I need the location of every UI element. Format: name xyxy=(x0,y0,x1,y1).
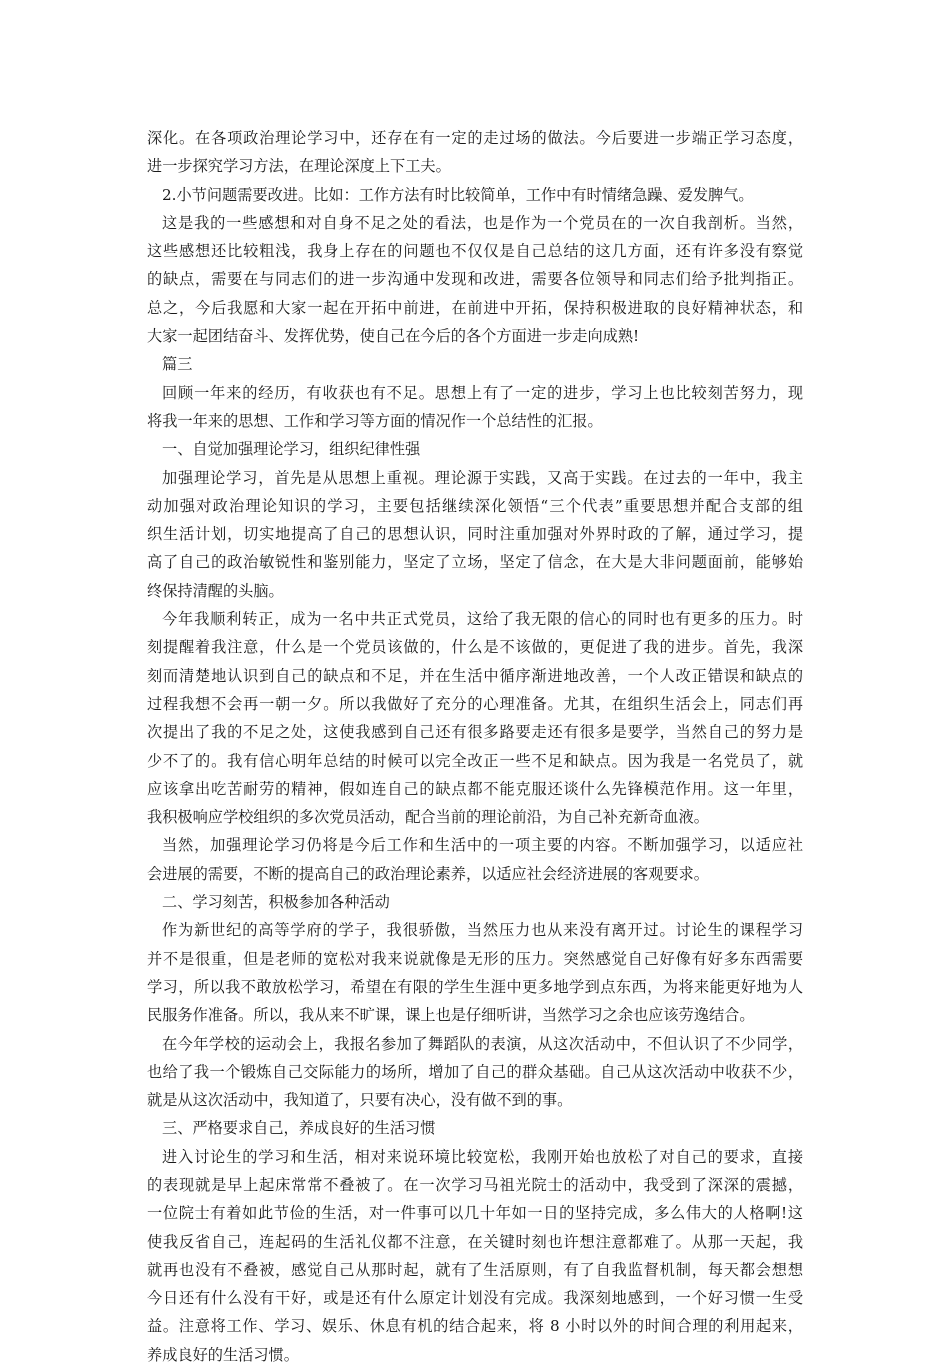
text-line: 加强理论学习，首先是从思想上重视。理论源于实践，又高于实践。在过去的一年中，我主 xyxy=(162,468,803,487)
text-line: 使我反省自己，连起码的生活礼仪都不注意，在关键时刻也许想注意都难了。从那一天起，我 xyxy=(147,1232,803,1251)
text-line: 益。注意将工作、学习、娱乐、休息有机的结合起来，将 8 小时以外的时间合理的利用起来， xyxy=(147,1317,803,1336)
text-line: 深化。在各项政治理论学习中，还存在有一定的走过场的做法。今后要进一步端正学习态度， xyxy=(147,129,803,147)
text-line: 作为新世纪的高等学府的学子，我很骄傲，当然压力也从来没有离开过。讨论生的课程学习 xyxy=(162,921,803,940)
text-line: 回顾一年来的经历，有收获也有不足。思想上有了一定的进步，学习上也比较刻苦努力，现 xyxy=(162,383,803,402)
text-line: 的缺点，需要在与同志们的进一步沟通中发现和改进，需要各位领导和同志们给予批判指正。 xyxy=(147,270,803,289)
text-line: 动加强对政治理论知识的学习，主要包括继续深化领悟“三个代表”重要思想并配合支部的组 xyxy=(147,496,803,515)
text-line: 进一步探究学习方法，在理论深度上下工夫。 xyxy=(147,157,451,176)
text-line: 次提出了我的不足之处，这使我感到自己还有很多路要走还有很多是要学，当然自己的努力是 xyxy=(147,723,803,742)
text-line: 总之，今后我愿和大家一起在开拓中前进，在前进中开拓，保持积极进取的良好精神状态，和 xyxy=(147,298,803,317)
text-line: 应该拿出吃苦耐劳的精神，假如连自己的缺点都不能克服还谈什么先锋模范作用。这一年里， xyxy=(147,779,803,798)
text-line: 这些感想还比较粗浅，我身上存在的问题也不仅仅是自己总结的这几方面，还有许多没有察觉 xyxy=(147,242,803,261)
text-line: 织生活计划，切实地提高了自己的思想认识，同时注重加强对外界时政的了解，通过学习，提 xyxy=(147,525,803,544)
text-line: 就是从这次活动中，我知道了，只要有决心，没有做不到的事。 xyxy=(147,1091,573,1110)
text-line: 会进展的需要，不断的提高自己的政治理论素养，以适应社会经济进展的客观要求。 xyxy=(147,864,709,883)
text-line: 今年我顺利转正，成为一名中共正式党员，这给了我无限的信心的同时也有更多的压力。时 xyxy=(162,610,803,629)
text-line: 三、严格要求自己，养成良好的生活习惯 xyxy=(162,1119,436,1138)
text-line: 刻提醒着我注意，什么是一个党员该做的，什么是不该做的，更促进了我的进步。首先，我深 xyxy=(147,638,803,657)
text-line: 今日还有什么没有干好，或是还有什么原定计划没有完成。我深刻地感到，一个好习惯一生受 xyxy=(147,1289,803,1308)
text-line: 的表现就是早上起床常常不叠被了。在一次学习马祖光院士的活动中，我受到了深深的震撼， xyxy=(147,1175,803,1194)
text-line: 过程我想不会再一朝一夕。所以我做好了充分的心理准备。尤其，在组织生活会上，同志们再 xyxy=(147,694,803,713)
text-line: 终保持清醒的头脑。 xyxy=(147,581,284,600)
text-line: 学习，所以我不敢放松学习，希望在有限的学生生涯中更多地学到点东西，为将来能更好地为人 xyxy=(147,977,803,996)
text-line: 在今年学校的运动会上，我报名参加了舞蹈队的表演，从这次活动中，不但认识了不少同学， xyxy=(162,1034,803,1053)
text-line: 就再也没有不叠被，感觉自己从那时起，就有了生活原则，有了自我监督机制，每天都会想想 xyxy=(147,1260,803,1279)
text-line: 当然，加强理论学习仍将是今后工作和生活中的一项主要的内容。不断加强学习，以适应社 xyxy=(162,836,803,855)
text-line: 一、自觉加强理论学习，组织纪律性强 xyxy=(162,440,421,459)
text-line: 刻而清楚地认识到自己的缺点和不足，并在生活中循序渐进地改善，一个人改正错误和缺点的 xyxy=(147,666,803,685)
text-line: 将我一年来的思想、工作和学习等方面的情况作一个总结性的汇报。 xyxy=(147,411,603,430)
text-line: 养成良好的生活习惯。 xyxy=(147,1345,299,1364)
text-line: 并不是很重，但是老师的宽松对我来说就像是无形的压力。突然感觉自己好像有好多东西需要 xyxy=(147,949,803,968)
text-line: 二、学习刻苦，积极参加各种活动 xyxy=(162,893,390,912)
document-body xyxy=(147,124,803,1369)
text-line: 这是我的一些感想和对自身不足之处的看法，也是作为一个党员在的一次自我剖析。当然， xyxy=(162,213,803,232)
text-line: 2.小节问题需要改进。比如：工作方法有时比较简单，工作中有时情绪急躁、爱发脾气。 xyxy=(162,185,754,204)
text-line: 进入讨论生的学习和生活，相对来说环境比较宽松，我刚开始也放松了对自己的要求，直接 xyxy=(162,1147,803,1166)
text-line: 大家一起团结奋斗、发挥优势，使自己在今后的各个方面进一步走向成熟! xyxy=(147,327,640,346)
text-line: 一位院士有着如此节俭的生活，对一件事可以几十年如一日的坚持完成，多么伟大的人格啊!这 xyxy=(147,1204,803,1223)
text-line: 也给了我一个锻炼自己交际能力的场所，增加了自己的群众基础。自己从这次活动中收获不少， xyxy=(147,1062,803,1081)
text-line: 篇三 xyxy=(162,355,193,374)
text-line: 少不了的。我有信心明年总结的时候可以完全改正一些不足和缺点。因为我是一名党员了，就 xyxy=(147,751,803,770)
text-line: 高了自己的政治敏锐性和鉴别能力，坚定了立场，坚定了信念，在大是大非问题面前，能够始 xyxy=(147,553,803,572)
text-line: 我积极响应学校组织的多次党员活动，配合当前的理论前沿，为自己补充新奇血液。 xyxy=(147,808,709,827)
text-line: 民服务作准备。所以，我从来不旷课，课上也是仔细听讲，当然学习之余也应该劳逸结合。 xyxy=(147,1006,755,1025)
